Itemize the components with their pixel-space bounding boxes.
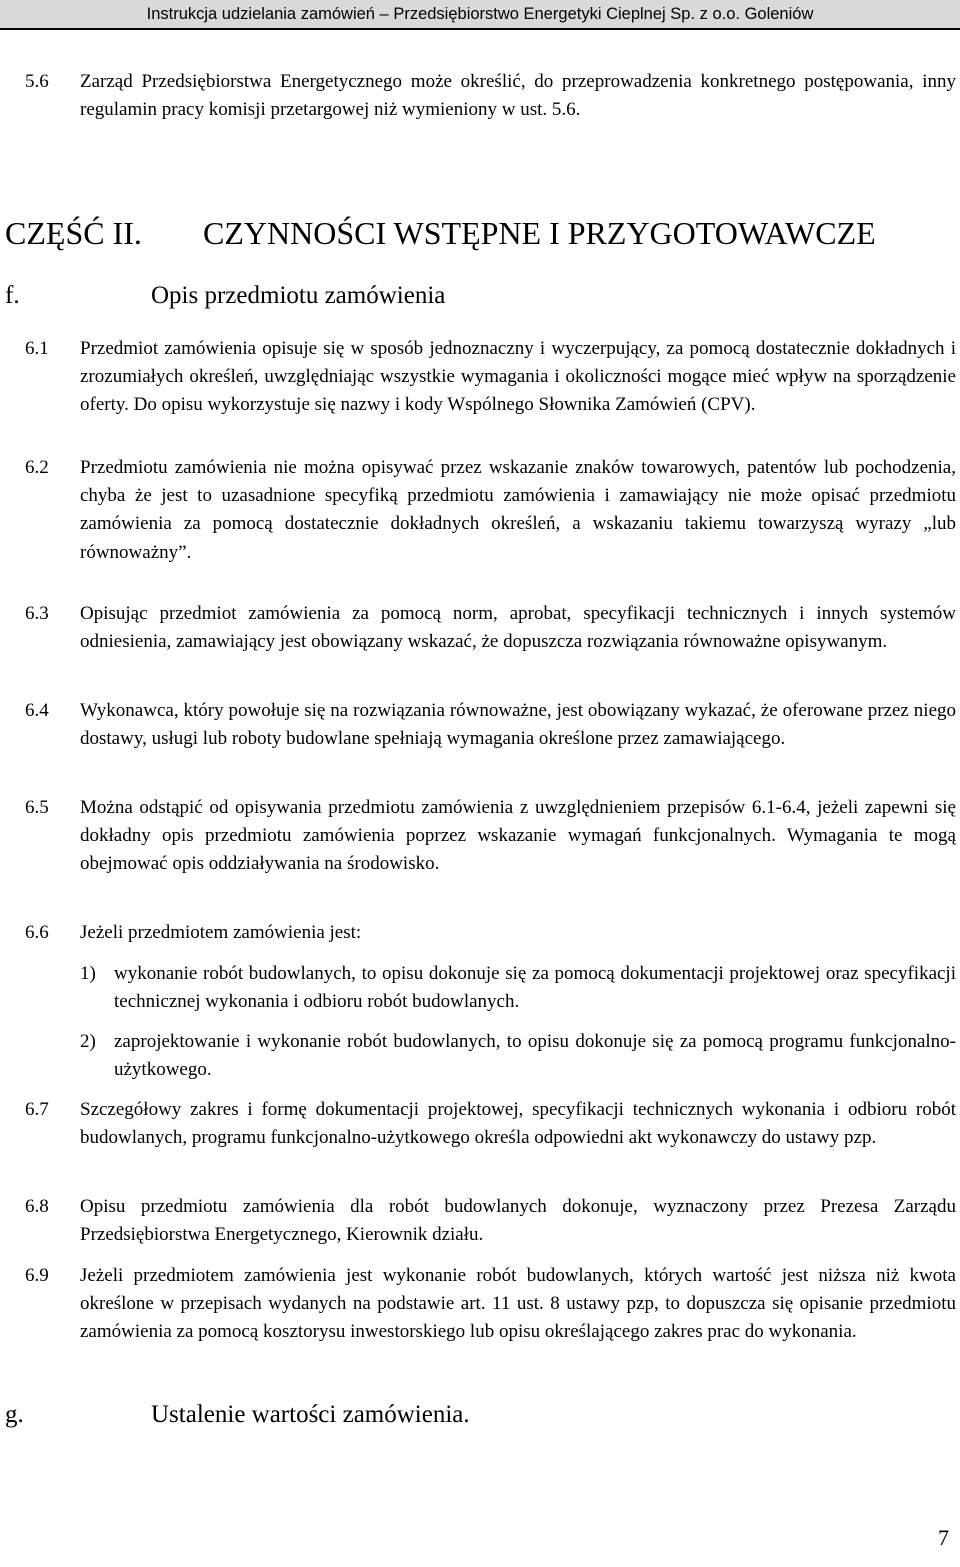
paragraph-number: 6.4 [25,700,49,721]
page-number: 7 [938,1525,949,1550]
paragraph-6-8: Opisu przedmiotu zamówienia dla robót budowlanych dokonuje, wyznaczony przez Prezesa Zarządu Przedsiębiorstwa Energetycznego, Kierownik działu. [80,1196,956,1246]
paragraph-number: 6.9 [25,1265,49,1286]
paragraph-6-3: Opisując przedmiot zamówienia za pomocą norm, aprobat, specyfikacji technicznych i innych systemów odniesienia, zamawiający jest obowiązany wskazać, że dopuszcza rozwiązania równoważne opisywanym. [80,603,956,653]
paragraph-6-6: Jeżeli przedmiotem zamówienia jest: [80,922,362,943]
section-f-title: Opis przedmiotu zamówienia [151,282,446,309]
paragraph-number: 6.7 [25,1099,49,1120]
intro-number: 5.6 [25,71,49,92]
list-item: wykonanie robót budowlanych, to opisu dokonuje się za pomocą dokumentacji projektowej oraz specyfikacji technicznej wykonania i odbioru robót budowlanych. [114,963,956,1013]
list-item: zaprojektowanie i wykonanie robót budowlanych, to opisu dokonuje się za pomocą programu funkcjonalno-użytkowego. [114,1031,956,1081]
paragraph-6-1: Przedmiot zamówienia opisuje się w sposób jednoznaczny i wyczerpujący, za pomocą dostatecznie dokładnych i zrozumiałych określeń, uwzględniając wszystkie wymagania i okoliczności mogące mieć wpływ na sporządzenie oferty. Do opisu wykorzystuje się nazwy i kody Wspólnego Słownika Zamówień (CPV). [80,338,956,416]
paragraph-number: 6.6 [25,922,49,943]
list-item-number: 1) [80,963,96,984]
intro-paragraph: Zarząd Przedsiębiorstwa Energetycznego może określić, do przeprowadzenia konkretnego postępowania, inny regulamin pracy komisji przetargowej niż wymieniony w ust. 5.6. [80,71,956,121]
header-title: Instrukcja udzielania zamówień – Przedsiębiorstwo Energetyki Cieplnej Sp. z o.o. Goleniów [146,5,814,23]
part-label: CZĘŚĆ II. [5,215,142,251]
paragraph-number: 6.2 [25,457,49,478]
paragraph-6-4: Wykonawca, który powołuje się na rozwiązania równoważne, jest obowiązany wykazać, że oferowane przez niego dostawy, usługi lub roboty budowlane spełniają wymagania określone przez zamawiającego. [80,700,956,750]
paragraph-number: 6.1 [25,338,49,359]
paragraph-number: 6.8 [25,1196,49,1217]
paragraph-6-2: Przedmiotu zamówienia nie można opisywać przez wskazanie znaków towarowych, patentów lub pochodzenia, chyba że jest to uzasadnione specyfiką przedmiotu zamówienia i zamawiający nie może opisać przedmiotu zamówienia za pomocą dostatecznie dokładnych określeń, a wskazaniu takiemu towarzyszą wyrazy „lub równoważny”. [80,457,956,563]
paragraph-6-7: Szczegółowy zakres i formę dokumentacji projektowej, specyfikacji technicznych wykonania i odbioru robót budowlanych, programu funkcjonalno-użytkowego określa odpowiedni akt wykonawczy do ustawy pzp. [80,1099,956,1149]
section-g-title: Ustalenie wartości zamówienia. [151,1401,470,1428]
section-g-letter: g. [5,1401,24,1428]
document-header [0,0,960,30]
list-item-number: 2) [80,1031,96,1052]
paragraph-6-9: Jeżeli przedmiotem zamówienia jest wykonanie robót budowlanych, których wartość jest niższa niż kwota określone w przepisach wydanych na podstawie art. 11 ust. 8 ustawy pzp, to dopuszcza się opisanie przedmiotu zamówienia za pomocą kosztorysu inwestorskiego lub opisu określającego zakres prac do wykonania. [80,1265,956,1343]
part-title: CZYNNOŚCI WSTĘPNE I PRZYGOTOWAWCZE [203,215,876,251]
paragraph-number: 6.3 [25,603,49,624]
section-f-letter: f. [5,282,20,309]
paragraph-number: 6.5 [25,797,49,818]
paragraph-6-5: Można odstąpić od opisywania przedmiotu zamówienia z uwzględnieniem przepisów 6.1-6.4, jeżeli zapewni się dokładny opis przedmiotu zamówienia poprzez wskazanie wymagań funkcjonalnych. Wymagania te mogą obejmować opis oddziaływania na środowisko. [80,797,956,875]
